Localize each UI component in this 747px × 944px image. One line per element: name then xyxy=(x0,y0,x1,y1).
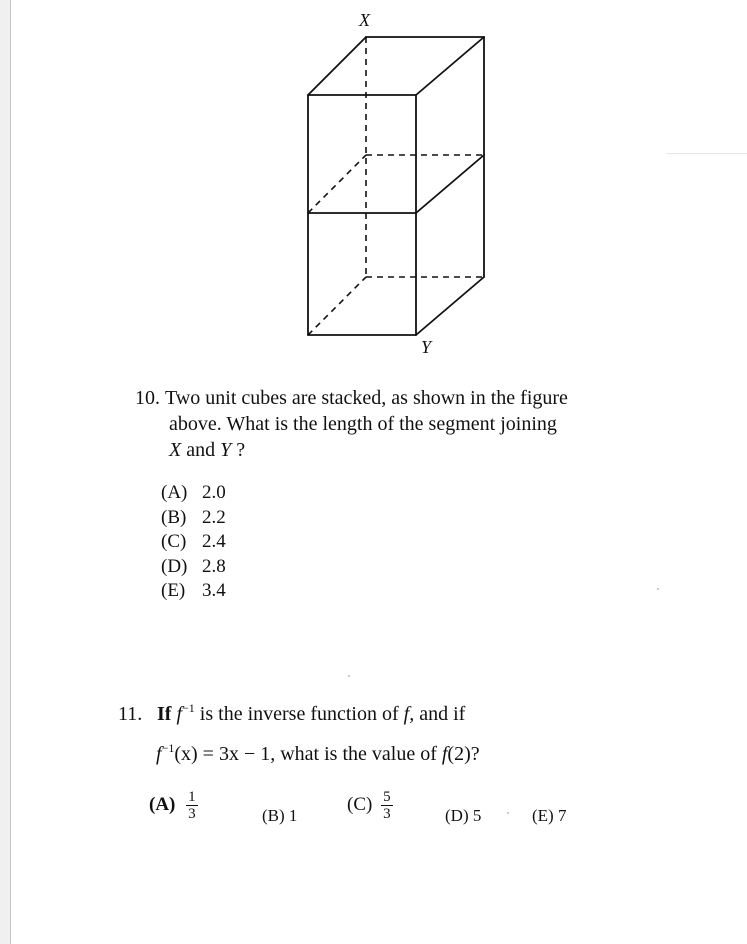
question-10-line-3 xyxy=(169,437,649,463)
stacked-cubes-figure xyxy=(11,0,747,360)
question-10-line-1: Two unit cubes are stacked, as shown in the figure xyxy=(165,387,568,409)
top-right-diagonal xyxy=(416,37,484,95)
question-10-choices xyxy=(161,481,226,604)
question-mark: ? xyxy=(231,439,246,461)
middle-right-diagonal xyxy=(416,155,484,213)
question-11-number: 11. xyxy=(118,703,143,725)
q11-choice-b[interactable]: (B) 1 xyxy=(262,806,298,825)
fraction-five-thirds: $\frac{5}{3}$ xyxy=(383,789,391,822)
hidden-middle-left-diagonal xyxy=(308,155,366,213)
choice-a[interactable]: (A) 2.0 xyxy=(161,482,226,503)
bottom-right-diagonal xyxy=(416,277,484,335)
question-11-line-1: If $f^{-1}$ is the inverse function of f, and if xyxy=(157,701,466,725)
and-text: and xyxy=(181,439,221,461)
question-11-line-2: $f^{-1}(x) = 3x - 1$, what is the value of f(2)? xyxy=(156,741,480,765)
worksheet-page xyxy=(10,0,747,944)
question-10-text xyxy=(165,385,649,463)
question-10-line-2: above. What is the length of the segment joining xyxy=(169,413,557,435)
top-left-diagonal xyxy=(308,37,366,95)
q11-choice-a[interactable]: (A) $\frac{1}{3}$ xyxy=(149,789,196,822)
label-y: Y xyxy=(421,337,432,357)
label-x: X xyxy=(359,10,370,30)
question-10-number: 10. xyxy=(135,387,160,409)
hidden-bottom-left-diagonal xyxy=(308,277,366,335)
q11-choice-c[interactable]: (C) $\frac{5}{3}$ xyxy=(347,789,391,822)
q11-choice-d[interactable]: (D) 5 xyxy=(445,806,482,825)
choice-b[interactable]: (B) 2.2 xyxy=(161,506,226,528)
segment-endpoint-y: Y xyxy=(220,439,232,461)
choice-d[interactable]: (D) 2.8 xyxy=(161,555,226,577)
fraction-one-third: $\frac{1}{3}$ xyxy=(188,789,196,822)
choice-e[interactable]: (E) 3.4 xyxy=(161,580,226,601)
q11-choice-e[interactable]: (E) 7 xyxy=(532,806,567,825)
segment-endpoint-x: X xyxy=(169,439,182,461)
choice-c[interactable]: (C) 2.4 xyxy=(161,531,226,552)
